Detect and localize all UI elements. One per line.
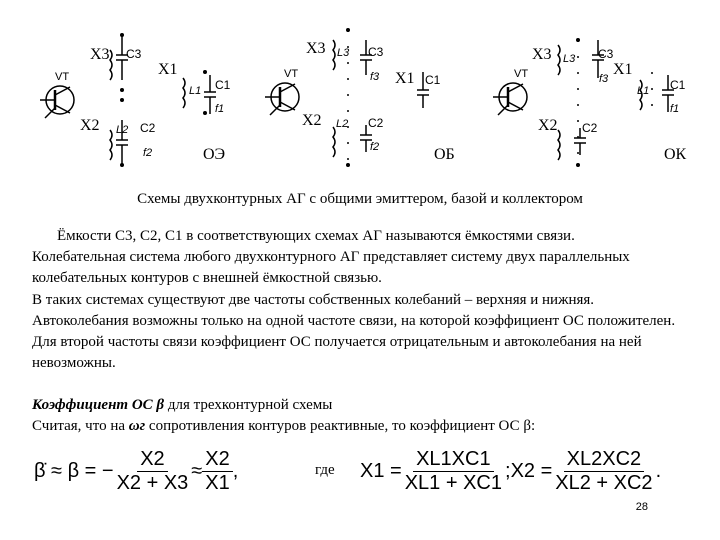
- approx-sign: ≈: [191, 460, 203, 482]
- label-f1-oe: f1: [215, 103, 225, 115]
- label-x2-ob: X2: [302, 112, 322, 129]
- label-l2-oe: L2: [116, 124, 129, 136]
- label-x1-ok: X1: [613, 61, 633, 78]
- type-label-ok: ОК: [664, 146, 687, 163]
- page-number: 28: [635, 501, 648, 513]
- label-c2-ok: C2: [582, 121, 598, 135]
- coef-heading-tail: для трехконтурной схемы: [164, 397, 333, 413]
- fraction-denominator: X1: [205, 472, 230, 494]
- fraction-denominator: X2 + X3: [116, 472, 189, 494]
- label-x2-ok: X2: [538, 117, 558, 134]
- label-f3-ob: f3: [370, 71, 380, 83]
- label-f2-oe: f2: [143, 147, 153, 159]
- fraction-numerator: X2: [202, 448, 232, 472]
- paragraph-oscillatory-system: Колебательная система любого двухконтурного АГ представляет систему двух параллельных колебательных контуров с внешней ёмкостной связью.: [32, 249, 630, 287]
- label-f2-ob: f2: [370, 141, 380, 153]
- circuit-diagrams: [0, 0, 720, 190]
- coef-assumption-line: [32, 416, 692, 437]
- formula-beta: [34, 448, 238, 495]
- label-l1-oe: L1: [189, 85, 202, 97]
- coef-assumption-end: сопротивления контуров реактивные, то коэффициент ОС β:: [145, 418, 536, 434]
- fraction-x2: [552, 448, 655, 495]
- coef-heading-line: [32, 395, 692, 416]
- label-x3-oe: X3: [90, 46, 110, 63]
- label-x3-ok: X3: [532, 46, 552, 63]
- label-c3-oe: C3: [126, 47, 142, 61]
- label-vt-oe: VT: [55, 71, 70, 83]
- label-l2-ob: L2: [336, 118, 349, 130]
- x1-lhs: X1 =: [360, 460, 402, 482]
- x2-lhs: X2 =: [510, 460, 553, 482]
- where-label: где: [315, 462, 335, 478]
- type-label-oe: ОЭ: [203, 146, 226, 163]
- label-c1-ob: C1: [425, 73, 441, 87]
- formula-semicolon: ;: [505, 460, 511, 482]
- label-c2-oe: C2: [140, 121, 156, 135]
- fraction-denominator: XL2 + XC2: [555, 472, 653, 494]
- label-x2-oe: X2: [80, 117, 100, 134]
- coef-heading: Коэффициент ОС β: [32, 397, 165, 413]
- label-c2-ob: C2: [368, 116, 384, 130]
- beta-lhs: β̇ ≈ β = −: [34, 460, 114, 482]
- label-vt-ob: VT: [284, 68, 299, 80]
- label-c1-oe: C1: [215, 78, 231, 92]
- fraction-x1: [402, 448, 505, 495]
- paragraph-two-frequencies: В таких системах существуют две частоты собственных колебаний – верхняя и нижняя. Автоколебания возможны только на одной частоте связи, на которой коэффициент ОС положителен. Для второй частоты связи коэффициент ОС получается отрицательным и автоколебания на ней невозможны.: [32, 291, 676, 372]
- omega-symbol: ωг: [128, 418, 146, 434]
- label-x3-ob: X3: [306, 40, 326, 57]
- type-label-ob: ОБ: [434, 146, 455, 163]
- fraction-x2-over-sum: [114, 448, 192, 495]
- label-l3-ok: L3: [563, 53, 576, 65]
- fraction-numerator: XL2XC2: [564, 448, 645, 472]
- figure-caption: Схемы двухконтурных АГ с общими эмиттером, базой и коллектором: [137, 191, 583, 207]
- label-c1-ok: C1: [670, 78, 686, 92]
- body-text: [32, 226, 692, 374]
- label-l3-ob: L3: [337, 47, 350, 59]
- formula-comma: ,: [232, 460, 239, 482]
- label-f1-ok: f1: [670, 103, 680, 115]
- formula-x1-x2: [360, 448, 661, 495]
- label-x1-ob: X1: [395, 70, 415, 87]
- label-x1-oe: X1: [158, 61, 178, 78]
- label-f3-ok: f3: [599, 73, 609, 85]
- fraction-numerator: X2: [137, 448, 167, 472]
- fraction-numerator: XL1XC1: [413, 448, 494, 472]
- feedback-coefficient-section: [32, 395, 692, 437]
- fraction-x2-over-x1: [202, 448, 232, 495]
- label-c3-ob: C3: [368, 45, 384, 59]
- circuit-ok: [493, 40, 674, 165]
- fraction-denominator: XL1 + XC1: [404, 472, 502, 494]
- paragraph-coupling-capacitors: Ёмкости С3, С2, С1 в соответствующих схемах АГ называются ёмкостями связи.: [57, 228, 575, 244]
- coef-assumption-start: Считая, что на: [32, 418, 129, 434]
- label-l1-ok: L1: [637, 85, 650, 97]
- formula-period: .: [655, 460, 662, 482]
- label-vt-ok: VT: [514, 68, 529, 80]
- label-c3-ok: C3: [598, 47, 614, 61]
